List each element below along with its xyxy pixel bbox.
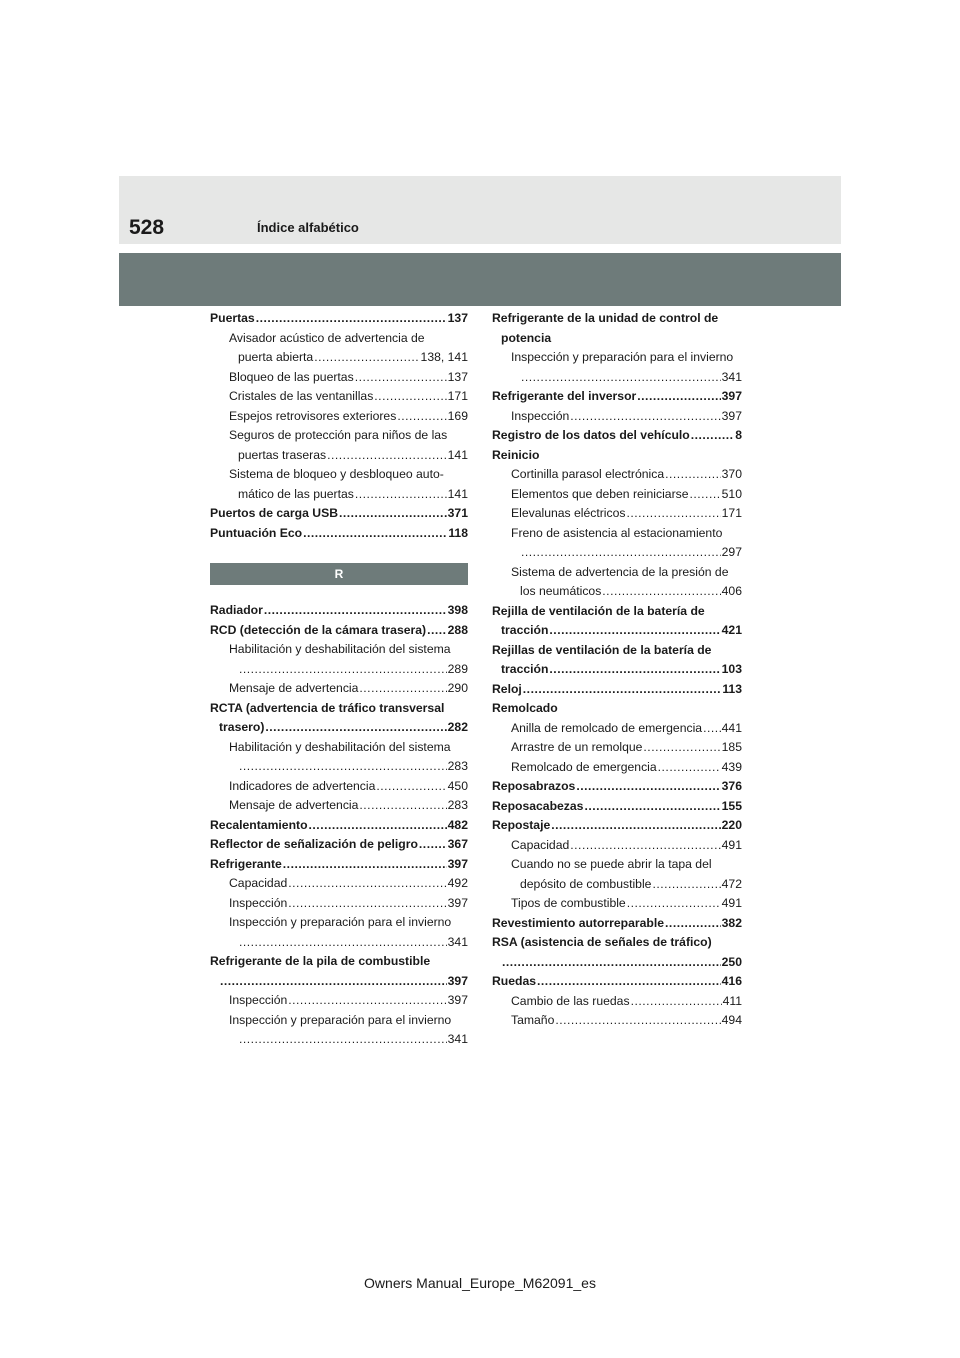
entry-label: Radiador (210, 603, 263, 617)
page-ref: 439 (721, 759, 742, 774)
entry-text: Remolcado (492, 701, 558, 715)
page-ref: 494 (721, 1013, 742, 1027)
index-entry (492, 309, 742, 348)
index-subentry (210, 894, 468, 914)
dot-leader (631, 992, 722, 1012)
index-subentry (210, 991, 468, 1011)
page-ref: 185 (721, 740, 742, 754)
entry-text: Habilitación y deshabilitación del sistema (229, 739, 451, 754)
index-subentry (492, 485, 742, 505)
page-ref: 103 (721, 662, 742, 676)
entry-label: Recalentamiento (210, 817, 308, 832)
entry-text: Avisador acústico de advertencia de (229, 330, 425, 345)
page-ref: 397 (447, 895, 468, 910)
page-ref: 421 (721, 623, 742, 637)
index-line (492, 387, 742, 407)
index-line (229, 660, 468, 680)
index-line (229, 679, 468, 699)
index-line (229, 796, 468, 816)
dot-leader (220, 972, 447, 992)
dot-leader (549, 621, 720, 641)
entry-label: Reposacabezas (492, 798, 584, 813)
entry-text: Rejilla de ventilación de la batería de (492, 603, 705, 618)
index-line (511, 836, 742, 856)
entry-text: Cuando no se puede abrir la tapa del (511, 857, 712, 871)
index-subentry (492, 758, 742, 778)
index-line (229, 874, 468, 894)
index-line (511, 894, 742, 914)
entry-label: Refrigerante (210, 856, 282, 871)
dot-leader (665, 465, 721, 485)
page-ref: 382 (721, 915, 742, 930)
index-line (511, 758, 742, 778)
entry-label: tracción (501, 662, 549, 676)
page-ref: 482 (447, 817, 468, 832)
dot-leader (584, 797, 720, 817)
index-entry (210, 524, 468, 544)
index-line (210, 621, 468, 641)
index-entry (210, 952, 468, 991)
dot-leader (576, 777, 720, 797)
page-ref: 137 (447, 369, 468, 384)
index-entry (492, 446, 742, 466)
page-ref: 376 (721, 779, 742, 793)
dot-leader (691, 426, 734, 446)
index-line (511, 543, 742, 563)
index-subentry (210, 777, 468, 797)
entry-label: Reflector de señalización de peligro (210, 837, 418, 851)
dot-leader (288, 894, 446, 914)
page-ref: 492 (447, 876, 468, 890)
index-line (210, 816, 468, 836)
page-ref: 220 (721, 818, 742, 832)
entry-label: Elevalunas eléctricos (511, 506, 626, 520)
dot-leader (376, 777, 446, 797)
dot-leader (239, 933, 447, 953)
index-line (210, 835, 468, 855)
index-subentry (210, 426, 468, 465)
index-entry (492, 602, 742, 641)
page-ref: 406 (721, 584, 742, 598)
page-ref: 137 (447, 311, 468, 325)
index-line (210, 309, 468, 329)
entry-label: Tamaño (511, 1013, 555, 1027)
entry-label: puertas traseras (238, 447, 327, 462)
entry-label: Arrastre de un remolque (511, 740, 643, 754)
index-line (492, 621, 742, 641)
section-letter-bar: R (210, 563, 468, 585)
page-ref: 141 (447, 447, 468, 462)
index-column-right (492, 309, 742, 1031)
entry-text: RSA (asistencia de señales de tráfico) (492, 935, 712, 949)
entry-text: potencia (501, 330, 552, 345)
index-line (229, 485, 468, 505)
entry-text: Freno de asistencia al estacionamiento (511, 525, 723, 540)
index-subentry (492, 348, 742, 387)
page-ref: 341 (447, 1032, 468, 1046)
header-band (119, 253, 841, 306)
dot-leader (239, 757, 447, 777)
entry-label: Cortinilla parasol electrónica (511, 467, 665, 481)
index-entry (492, 426, 742, 446)
entry-label: Reposabrazos (492, 779, 576, 793)
entry-label: Reloj (492, 681, 522, 696)
index-column-left (210, 309, 468, 1050)
index-line (229, 1030, 468, 1050)
index-subentry (210, 796, 468, 816)
entry-label: Registro de los datos del vehículo (492, 428, 690, 442)
page-ref: 8 (735, 428, 742, 442)
dot-leader (283, 855, 447, 875)
index-entry (492, 933, 742, 972)
dot-leader (523, 680, 722, 700)
entry-label: Revestimiento autorreparable (492, 915, 665, 930)
page-ref: 155 (721, 798, 742, 813)
page-ref: 341 (721, 369, 742, 384)
page-ref: 138, 141 (420, 350, 468, 364)
dot-leader (256, 309, 447, 329)
page-ref: 397 (447, 973, 468, 988)
page-ref: 288 (447, 622, 468, 637)
index-line (210, 601, 468, 621)
index-subentry (492, 719, 742, 739)
index-line (492, 797, 742, 817)
page-ref: 171 (721, 506, 742, 520)
page-ref: 283 (447, 759, 468, 773)
page-ref: 367 (447, 837, 468, 851)
entry-text: Inspección y preparación para el invierno (229, 915, 452, 929)
index-line (511, 719, 742, 739)
index-line (511, 485, 742, 505)
index-subentry (492, 1011, 742, 1031)
entry-label: Cristales de las ventanillas (229, 389, 374, 403)
index-line (511, 875, 742, 895)
index-line (492, 777, 742, 797)
page-ref: 450 (447, 778, 468, 793)
page-ref: 491 (721, 837, 742, 852)
index-entry (492, 641, 742, 680)
dot-leader (626, 504, 720, 524)
index-line (511, 504, 742, 524)
index-entry (210, 504, 468, 524)
index-block (210, 601, 468, 1050)
index-entry (492, 914, 742, 934)
index-entry (492, 680, 742, 700)
index-line (511, 582, 742, 602)
page-ref: 141 (447, 486, 468, 501)
page-ref: 297 (721, 545, 742, 559)
entry-label: los neumáticos (520, 584, 602, 598)
index-line (210, 524, 468, 544)
index-subentry (210, 738, 468, 777)
index-subentry (210, 874, 468, 894)
index-line (492, 816, 742, 836)
index-line (229, 757, 468, 777)
page-footer: Owners Manual_Europe_M62091_es (364, 1275, 596, 1291)
index-entry (492, 797, 742, 817)
page-ref: 397 (447, 993, 468, 1007)
entry-label: puerta abierta (238, 350, 314, 364)
dot-leader (264, 601, 447, 621)
page-ref: 411 (722, 993, 742, 1008)
index-line (511, 368, 742, 388)
page-ref: 397 (447, 856, 468, 871)
index-line (229, 368, 468, 388)
index-subentry (210, 679, 468, 699)
page-ref: 289 (447, 661, 468, 676)
entry-text: Inspección y preparación para el invierno (511, 350, 734, 364)
entry-text: RCTA (advertencia de tráfico transversal (210, 700, 445, 715)
page-ref: 341 (447, 934, 468, 949)
index-line (229, 407, 468, 427)
index-subentry (210, 329, 468, 368)
index-subentry (492, 738, 742, 758)
dot-leader (288, 991, 446, 1011)
dot-leader (303, 524, 447, 544)
dot-leader (359, 796, 446, 816)
dot-leader (419, 835, 447, 855)
dot-leader (521, 368, 721, 388)
entry-text: Sistema de bloqueo y desbloqueo auto- (229, 467, 444, 481)
entry-label: Puertos de carga USB (210, 506, 339, 520)
index-subentry (210, 368, 468, 388)
index-entry (492, 387, 742, 407)
index-entry (210, 621, 468, 641)
index-line (492, 972, 742, 992)
page-ref: 171 (447, 389, 468, 403)
entry-label: Inspección (511, 408, 570, 423)
entry-label: Elementos que deben reiniciarse (511, 486, 689, 501)
index-line (511, 738, 742, 758)
dot-leader (355, 485, 447, 505)
index-subentry (210, 407, 468, 427)
entry-label: Refrigerante del inversor (492, 389, 637, 403)
index-line (229, 777, 468, 797)
entry-label: Indicadores de advertencia (229, 778, 376, 793)
entry-label: Puntuación Eco (210, 525, 303, 540)
index-subentry (492, 524, 742, 563)
dot-leader (570, 836, 720, 856)
page-ref: 397 (721, 389, 742, 403)
dot-leader (339, 504, 447, 524)
page-number: 528 (129, 216, 165, 239)
page-header (119, 176, 841, 244)
page-ref: 290 (447, 681, 468, 695)
index-line (229, 933, 468, 953)
dot-leader (627, 894, 721, 914)
dot-leader (397, 407, 446, 427)
index-line (511, 465, 742, 485)
index-entry (210, 309, 468, 329)
page-ref: 250 (721, 954, 742, 969)
index-line (229, 348, 468, 368)
dot-leader (314, 348, 419, 368)
index-entry (210, 601, 468, 621)
index-entry (492, 816, 742, 836)
entry-text: Habilitación y deshabilitación del sistema (229, 642, 451, 656)
index-line (210, 972, 468, 992)
page-ref: 472 (721, 876, 742, 891)
index-subentry (210, 387, 468, 407)
index-line (492, 660, 742, 680)
dot-leader (658, 758, 721, 778)
dot-leader (602, 582, 720, 602)
dot-leader (265, 718, 446, 738)
page-ref: 416 (721, 974, 742, 988)
index-line (210, 855, 468, 875)
dot-leader (703, 719, 721, 739)
entry-label: Remolcado de emergencia (511, 759, 657, 774)
index-line (492, 953, 742, 973)
entry-label: Espejos retrovisores exteriores (229, 408, 397, 423)
entry-label: Bloqueo de las puertas (229, 369, 354, 384)
entry-label: Puertas (210, 311, 255, 325)
entry-label: trasero) (219, 720, 265, 734)
index-entry (492, 777, 742, 797)
dot-leader (637, 387, 720, 407)
index-line (229, 446, 468, 466)
index-subentry (492, 855, 742, 894)
entry-label: RCD (detección de la cámara trasera) (210, 622, 427, 637)
index-subentry (492, 504, 742, 524)
dot-leader (239, 660, 447, 680)
page-ref: 283 (447, 798, 468, 812)
entry-label: Mensaje de advertencia (229, 681, 359, 695)
page-ref: 510 (721, 486, 742, 501)
index-line (492, 914, 742, 934)
dot-leader (549, 660, 720, 680)
index-subentry (492, 836, 742, 856)
index-line (511, 992, 742, 1012)
index-line (229, 387, 468, 407)
entry-label: Repostaje (492, 818, 551, 832)
index-entry (492, 972, 742, 992)
index-entry (210, 835, 468, 855)
dot-leader (652, 875, 720, 895)
entry-label: Inspección (229, 895, 288, 910)
page-ref: 370 (721, 467, 742, 481)
entry-label: tracción (501, 623, 549, 637)
entry-text: Refrigerante de la unidad de control de (492, 311, 719, 325)
page-ref: 113 (722, 681, 742, 696)
index-subentry (210, 913, 468, 952)
index-line (492, 680, 742, 700)
entry-text: Seguros de protección para niños de las (229, 428, 448, 442)
index-line (511, 1011, 742, 1031)
dot-leader (327, 446, 447, 466)
index-subentry (210, 640, 468, 679)
index-line (492, 426, 742, 446)
entry-label: Ruedas (492, 974, 537, 988)
dot-leader (288, 874, 446, 894)
index-line (229, 991, 468, 1011)
index-entry (492, 699, 742, 719)
index-line (229, 894, 468, 914)
index-line (210, 504, 468, 524)
page-ref: 441 (721, 720, 742, 735)
page-ref: 491 (721, 896, 742, 910)
entry-label: mático de las puertas (238, 486, 354, 501)
page-ref: 398 (447, 603, 468, 617)
index-subentry (210, 1011, 468, 1050)
dot-leader (555, 1011, 720, 1031)
entry-label: Capacidad (229, 876, 288, 890)
dot-leader (537, 972, 721, 992)
entry-label: Cambio de las ruedas (511, 993, 630, 1008)
entry-text: Refrigerante de la pila de combustible (210, 954, 431, 968)
index-entry (210, 816, 468, 836)
entry-text: Reinicio (492, 447, 540, 462)
entry-label: Anilla de remolcado de emergencia (511, 720, 703, 735)
dot-leader (239, 1030, 447, 1050)
page-ref: 169 (447, 408, 468, 423)
dot-leader (309, 816, 447, 836)
dot-leader (355, 368, 447, 388)
page-title: Índice alfabético (257, 220, 359, 235)
entry-label: depósito de combustible (520, 876, 652, 891)
entry-label: Inspección (229, 993, 288, 1007)
dot-leader (551, 816, 720, 836)
dot-leader (502, 953, 721, 973)
entry-label: Capacidad (511, 837, 570, 852)
entry-text: Inspección y preparación para el invierno (229, 1012, 452, 1027)
dot-leader (690, 485, 721, 505)
entry-text: Sistema de advertencia de la presión de (511, 564, 729, 579)
index-entry (210, 699, 468, 738)
index-block (210, 309, 468, 543)
dot-leader (521, 543, 721, 563)
page-ref: 282 (447, 720, 468, 734)
dot-leader (427, 621, 447, 641)
index-entry (210, 855, 468, 875)
entry-label: Tipos de combustible (511, 896, 626, 910)
page-ref: 118 (448, 525, 468, 540)
index-line (210, 718, 468, 738)
entry-text: Rejillas de ventilación de la batería de (492, 642, 712, 657)
page-ref: 397 (721, 408, 742, 423)
index-subentry (492, 992, 742, 1012)
index-subentry (492, 465, 742, 485)
index-line (511, 407, 742, 427)
dot-leader (665, 914, 721, 934)
dot-leader (359, 679, 446, 699)
index-subentry (492, 894, 742, 914)
dot-leader (570, 407, 720, 427)
index-subentry (492, 407, 742, 427)
dot-leader (643, 738, 720, 758)
page-ref: 371 (447, 506, 468, 520)
index-subentry (492, 563, 742, 602)
entry-label: Mensaje de advertencia (229, 798, 359, 812)
index-block (492, 309, 742, 1031)
index-subentry (210, 465, 468, 504)
dot-leader (374, 387, 446, 407)
